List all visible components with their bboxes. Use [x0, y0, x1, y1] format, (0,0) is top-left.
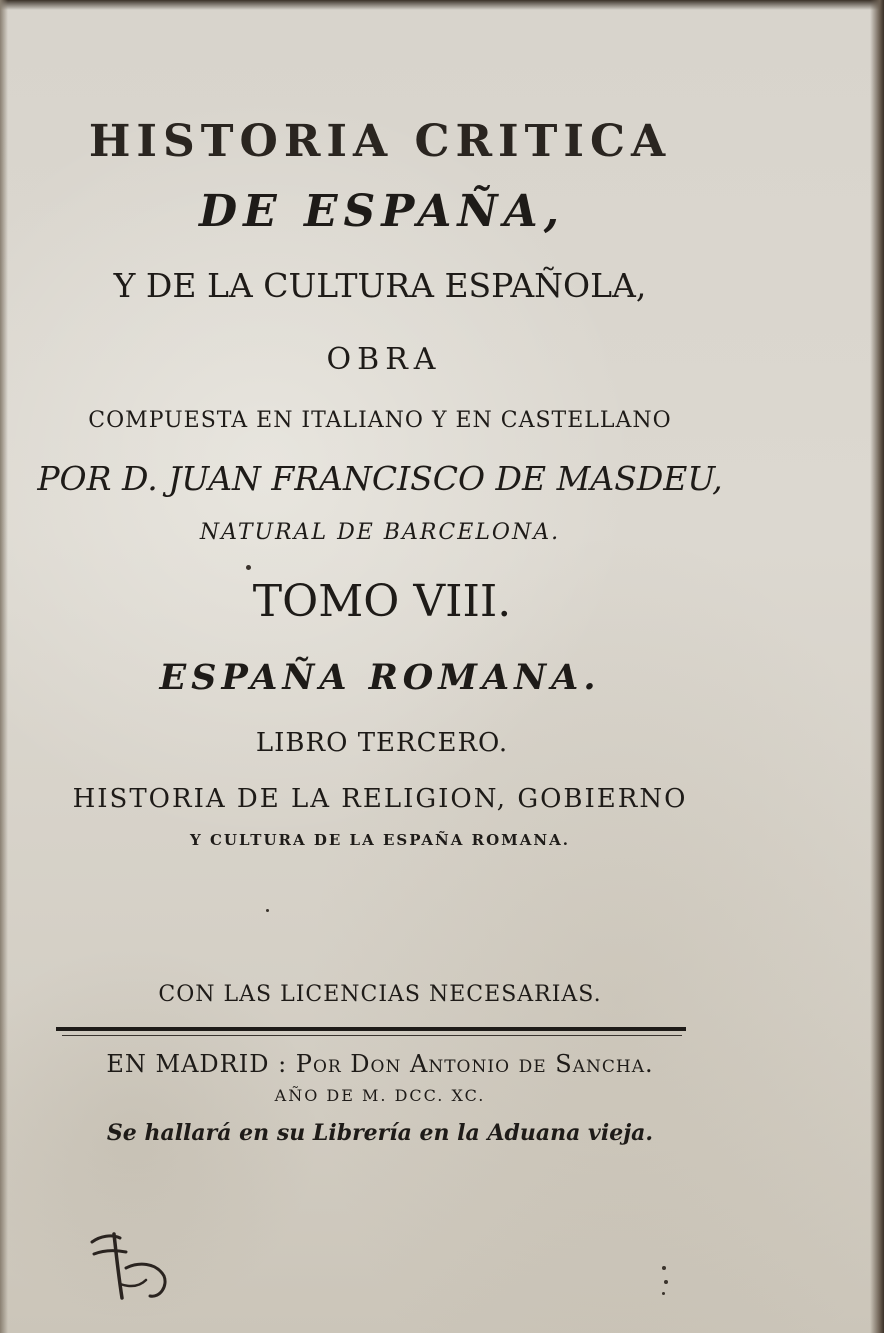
imprint-year: AÑO DE M. DCC. XC.: [274, 1086, 486, 1105]
ink-speck: [266, 909, 269, 912]
ink-speck: [664, 1280, 668, 1284]
page-edge-top: [0, 0, 884, 10]
volume-subject: ESPAÑA ROMANA.: [159, 657, 601, 698]
author-line: POR D. JUAN FRANCISCO DE MASDEU,: [37, 459, 723, 498]
ink-speck: [662, 1292, 665, 1295]
book-number: LIBRO TERCERO.: [255, 728, 509, 758]
author-origin: NATURAL DE BARCELONA.: [199, 520, 561, 545]
main-title: HISTORIA CRITICA: [88, 116, 672, 167]
page-edge-right: [870, 0, 884, 1333]
main-title-subject: DE ESPAÑA,: [198, 186, 566, 237]
divider-rule-thin: [62, 1035, 682, 1036]
ink-speck: [662, 1266, 666, 1270]
book-subject-continued: Y CULTURA DE LA ESPAÑA ROMANA.: [190, 831, 570, 849]
composition-note: COMPUESTA EN ITALIANO Y EN CASTELLANO: [88, 408, 672, 433]
ink-speck: [246, 565, 251, 570]
subtitle-culture: Y DE LA CULTURA ESPAÑOLA,: [113, 266, 647, 305]
divider-rule: [56, 1027, 686, 1031]
volume-number: TOMO VIII.: [252, 576, 512, 627]
book-subject: HISTORIA DE LA RELIGION, GOBIERNO: [72, 784, 688, 814]
work-label: OBRA: [326, 342, 442, 377]
handwritten-mark-icon: [86, 1228, 176, 1308]
license-note: CON LAS LICENCIAS NECESARIAS.: [158, 982, 602, 1007]
imprint-location: Se hallará en su Librería en la Aduana vieja.: [106, 1120, 654, 1146]
imprint-publisher: EN MADRID : Por Don Antonio de Sancha.: [106, 1050, 654, 1078]
